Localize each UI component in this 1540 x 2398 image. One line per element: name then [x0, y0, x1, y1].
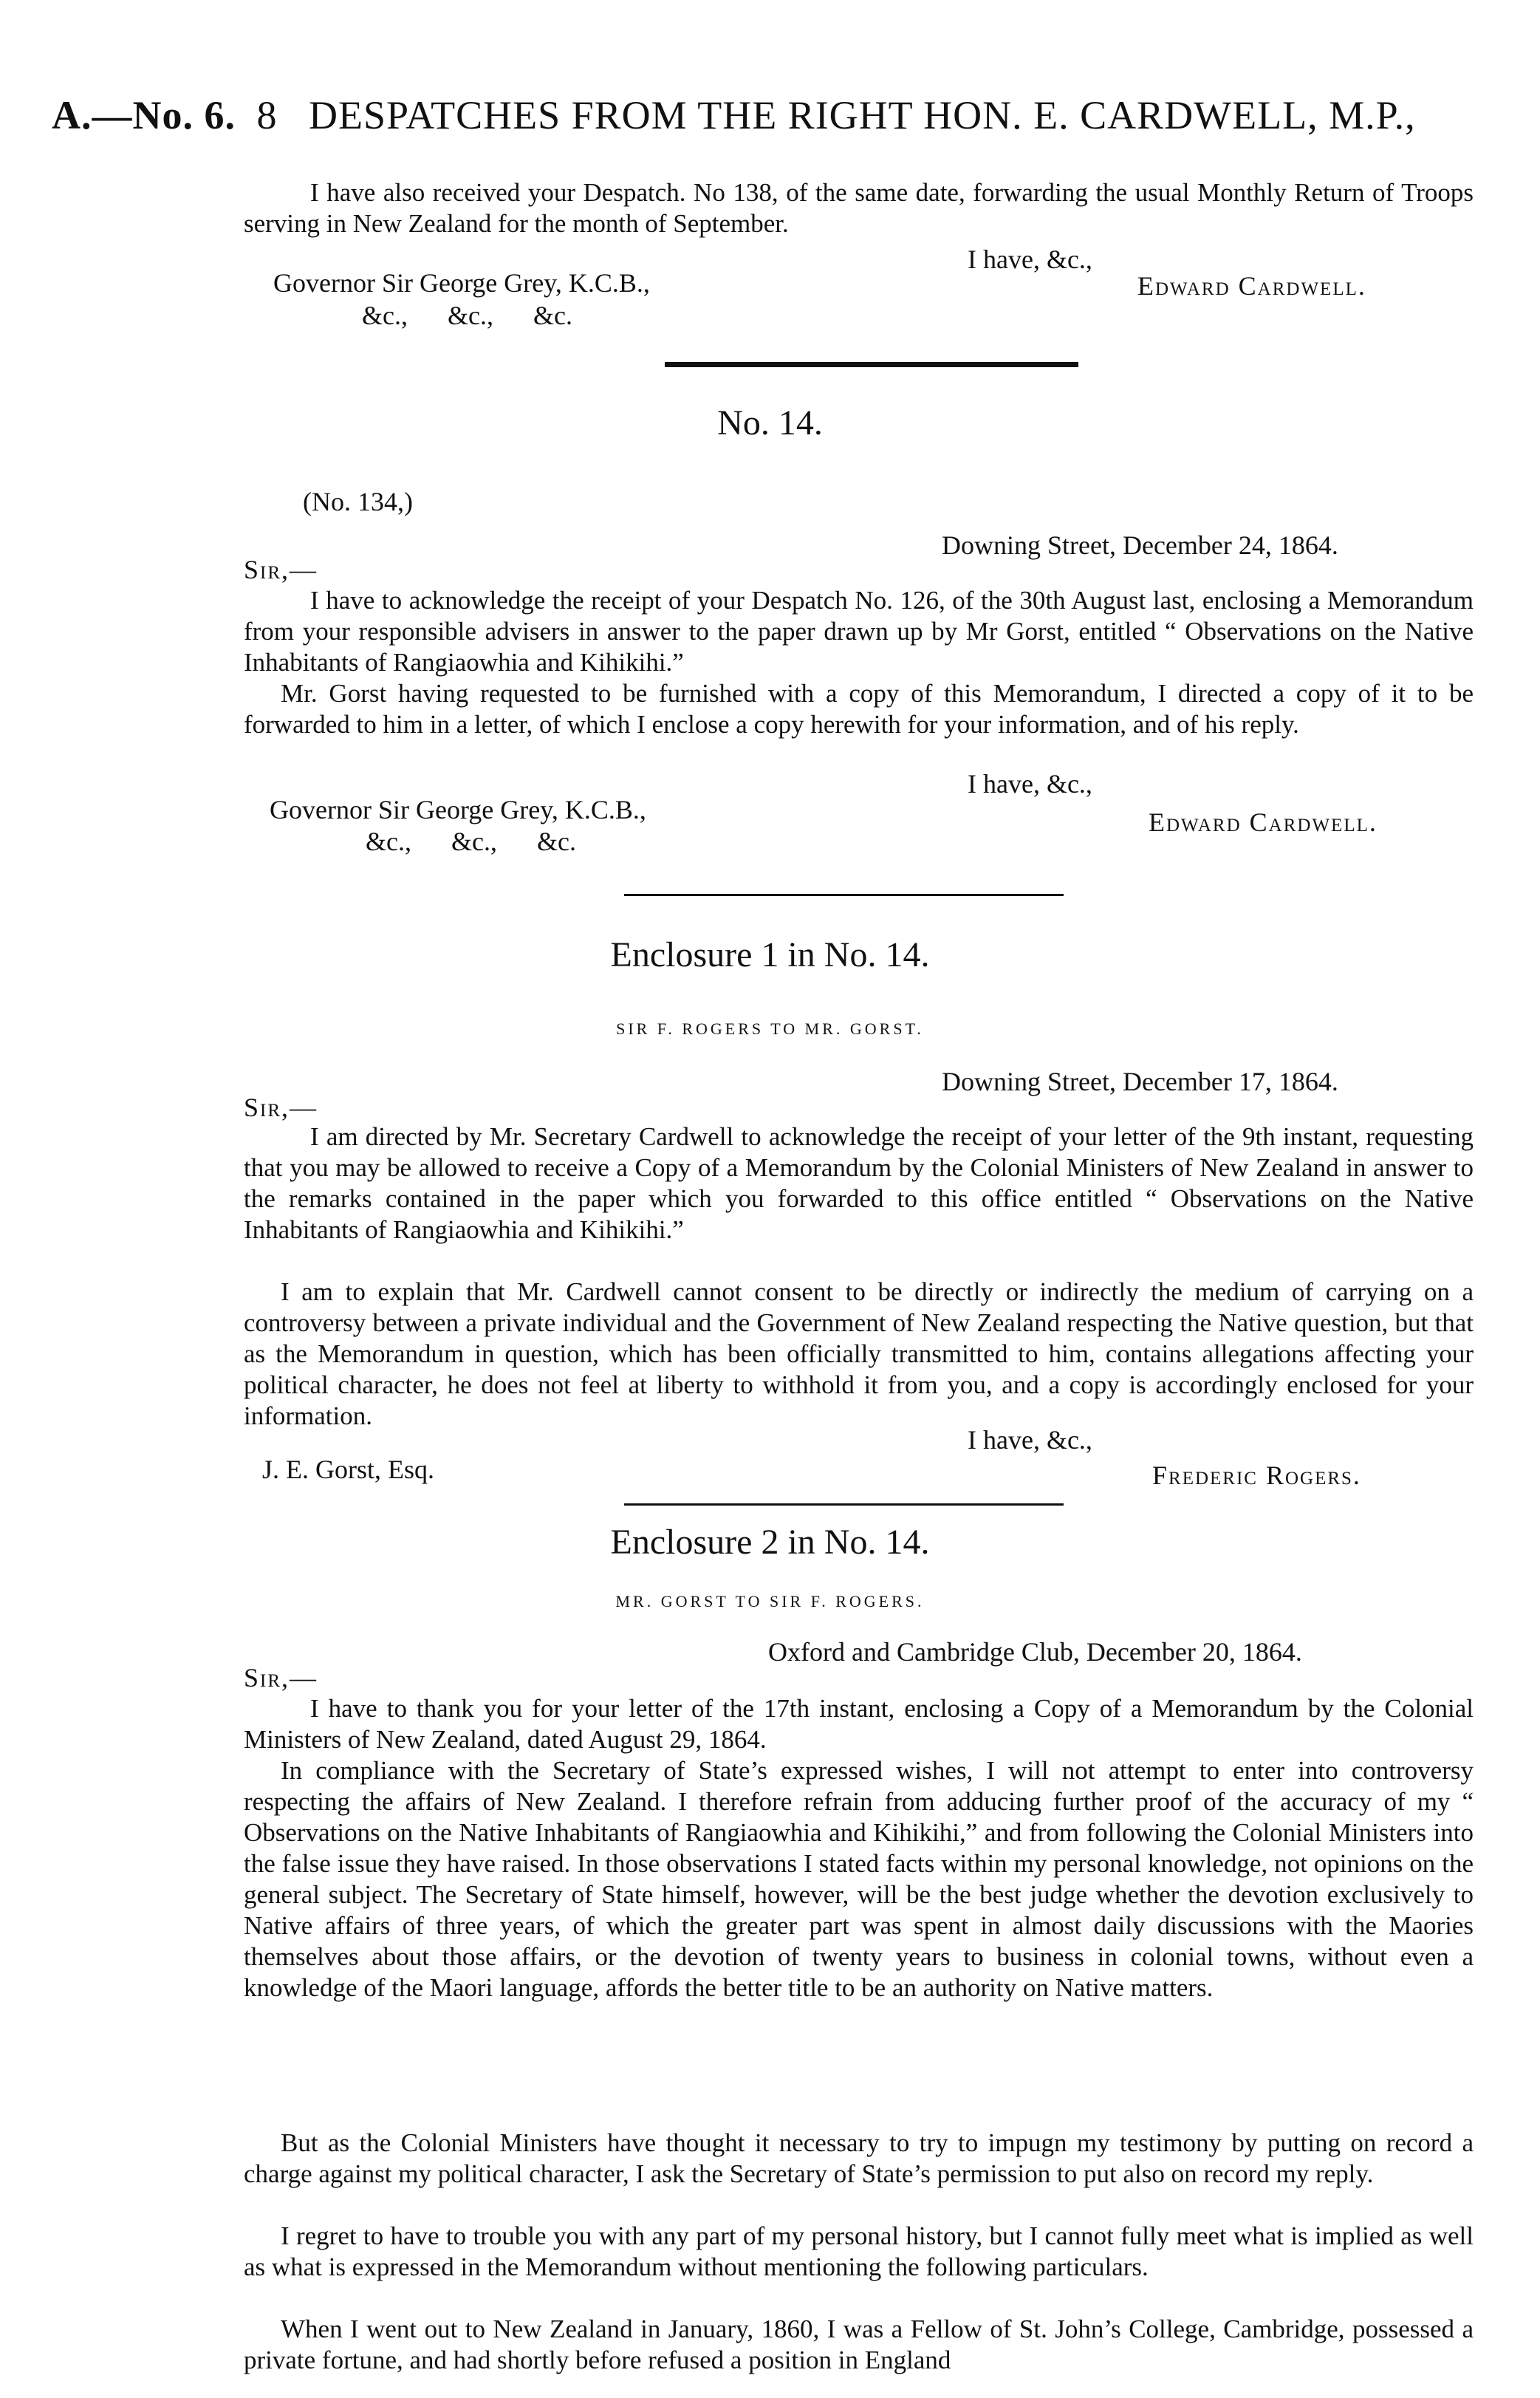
salutation: Sir,—	[244, 555, 318, 584]
letter-paragraph: Mr. Gorst having requested to be furnished with a copy of this Memorandum, I directed a copy of it to be forwarded to him in a letter, of which I enclose a copy herewith for your information, and of his reply.	[244, 679, 1474, 739]
letter-paragraph: I regret to have to trouble you with any part of my personal history, but I cannot fully meet what is implied as well as what is expressed in the Memorandum without mentioning the following particulars.	[244, 2221, 1474, 2281]
parliamentary-reference: A.—No. 6.	[52, 93, 236, 137]
closing-formula: I have, &c.,	[968, 245, 1092, 274]
running-title: DESPATCHES FROM THE RIGHT HON. E. CARDWELL, M.P.,	[309, 93, 1416, 137]
despatch-number: (No. 134,)	[303, 487, 413, 516]
letter-paragraph: But as the Colonial Ministers have thought it necessary to try to impugn my testimony by putting on record a charge against my political character, I ask the Secretary of State’s permission to put also on record my reply.	[244, 2128, 1474, 2188]
addressee: J. E. Gorst, Esq.	[262, 1455, 434, 1484]
signatory: Edward Cardwell.	[1149, 807, 1378, 837]
section-divider	[624, 1503, 1064, 1506]
previous-despatch-paragraph	[244, 177, 1474, 239]
letter-paragraph: I have to acknowledge the receipt of your Despatch No. 126, of the 30th August last, enclosing a Memorandum from your responsible advisers in answer to the paper drawn up by Mr Gorst, entitled “ Observations on the Native Inhabitants of Rangiaowhia and Kihikihi.”	[244, 586, 1474, 677]
enclosure-subheading: SIR F. ROGERS TO MR. GORST.	[616, 1019, 924, 1038]
place-date: Downing Street, December 24, 1864.	[942, 530, 1338, 560]
addressee-etc: &c., &c., &c.	[366, 827, 576, 856]
closing-formula: I have, &c.,	[968, 1425, 1092, 1455]
enclosure-heading: Enclosure 1 in No. 14.	[610, 935, 930, 974]
place-date: Oxford and Cambridge Club, December 20, 1864.	[768, 1637, 1302, 1667]
addressee: Governor Sir George Grey, K.C.B.,	[270, 795, 646, 824]
letter-paragraph: I am directed by Mr. Secretary Cardwell to acknowledge the receipt of your letter of the 9th instant, requesting that you may be allowed to receive a Copy of a Memorandum by the Colonial Ministers of New Zealand in answer to the remarks contained in the paper which you forwarded to this office entitled “ Observations on the Native Inhabitants of Rangiaowhia and Kihikihi.”	[244, 1122, 1474, 1244]
letter-paragraph: I have to thank you for your letter of the 17th instant, enclosing a Copy of a Memorandum by the Colonial Ministers of New Zealand, dated August 29, 1864.	[244, 1694, 1474, 1754]
enclosure-subheading: MR. GORST TO SIR F. ROGERS.	[615, 1592, 925, 1610]
signatory: Frederic Rogers.	[1152, 1461, 1361, 1490]
enclosure-heading: Enclosure 2 in No. 14.	[610, 1523, 930, 1562]
letter-paragraph: When I went out to New Zealand in January, 1860, I was a Fellow of St. John’s College, Cambridge, possessed a private fortune, and had shortly before refused a position in England	[244, 2315, 1474, 2374]
addressee: Governor Sir George Grey, K.C.B.,	[273, 268, 650, 298]
letter-paragraph: I am to explain that Mr. Cardwell cannot consent to be directly or indirectly the medium of carrying on a controversy between a private individual and the Government of New Zealand respecting the Native question, but that as the Memorandum in question, which has been officially transmitted to him, contains allegations affecting your political character, he does not feel at liberty to withhold it from you, and a copy is accordingly enclosed for your information.	[244, 1277, 1474, 1430]
paragraph-line: I have also received your Despatch. No 138, of the same date, forwarding the usual	[310, 178, 1190, 207]
running-header	[52, 92, 1416, 138]
section-divider	[665, 362, 1078, 367]
closing-formula: I have, &c.,	[968, 769, 1092, 799]
section-divider	[624, 894, 1064, 896]
salutation: Sir,—	[244, 1663, 318, 1692]
place-date: Downing Street, December 17, 1864.	[942, 1067, 1338, 1096]
signatory: Edward Cardwell.	[1137, 271, 1366, 301]
page-number: 8	[256, 93, 278, 137]
letter-paragraph: In compliance with the Secretary of State’s expressed wishes, I will not attempt to enter into controversy respecting the affairs of New Zealand. I therefore refrain from adducing further proof of the accuracy of my “ Observations on the Native Inhabitants of Rangiaowhia and Kihikihi,” and from following the Colonial Ministers into the false issue they have raised. In those observations I stated facts within my personal knowledge, not opinions on the general subject. The Secretary of State himself, however, will be the best judge whether the devotion exclusively to Native affairs of three years, of which the greater part was spent in almost daily discussions with the Maories themselves about those affairs, or the devotion of twenty years to business in colonial towns, without even a knowledge of the Maori language, affords the better title to be an authority on Native matters.	[244, 1756, 1474, 2002]
salutation: Sir,—	[244, 1093, 318, 1122]
despatch-heading: No. 14.	[717, 403, 823, 443]
addressee-etc: &c., &c., &c.	[362, 301, 572, 330]
paragraph-line: Monthly Return of Troops serving in New Zealand for the month of September.	[244, 178, 1474, 238]
